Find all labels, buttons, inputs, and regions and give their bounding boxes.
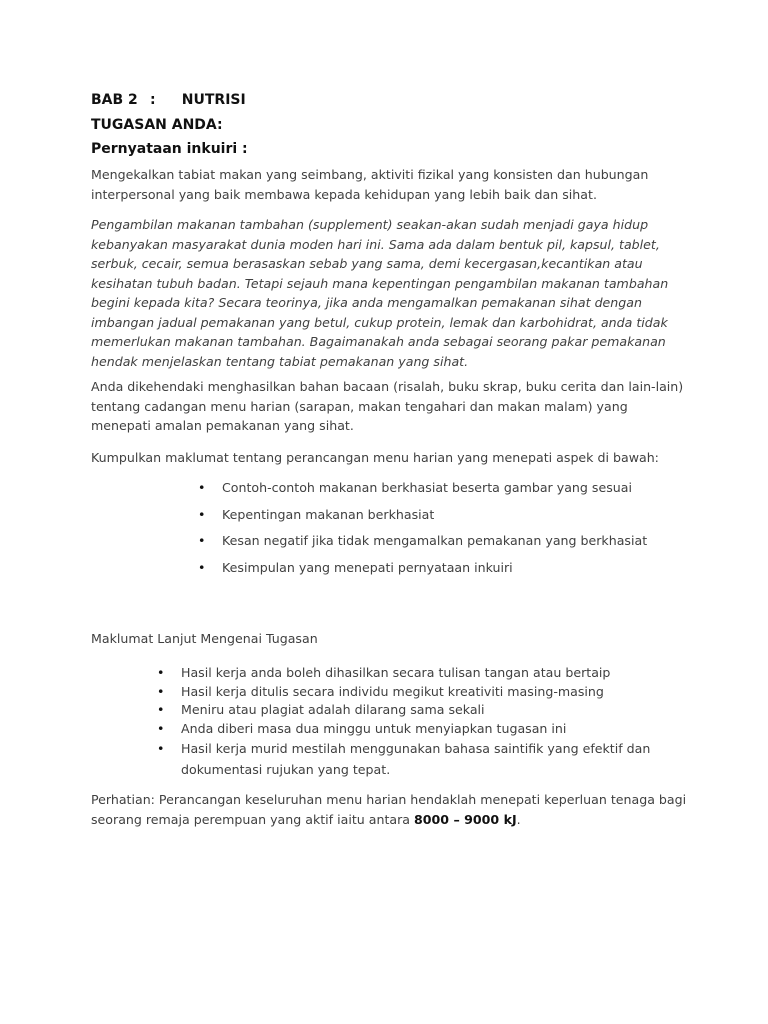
aspect-text: Kesimpulan yang menepati pernyataan inkuiri xyxy=(222,559,513,575)
aspect-text: Contoh-contoh makanan berkhasiat beserta gambar yang sesuai xyxy=(222,480,632,495)
list-item xyxy=(157,738,677,780)
detail-text: Hasil kerja murid mestilah menggunakan bahasa saintifik yang efektif dan dokumentasi rujukan yang tepat. xyxy=(181,741,651,777)
aspect-text: Kepentingan makanan berkhasiat xyxy=(222,506,435,522)
detail-text: Hasil kerja ditulis secara individu megikut kreativiti masing-masing xyxy=(181,683,604,699)
details-heading: Maklumat Lanjut Mengenai Tugasan xyxy=(91,631,318,646)
bullet-icon: • xyxy=(157,665,165,680)
list-item xyxy=(198,479,678,506)
bullet-icon: • xyxy=(198,559,206,575)
bullet-icon: • xyxy=(198,480,206,495)
collect-paragraph: Kumpulkan maklumat tentang perancangan menu harian yang menepati aspek di bawah: xyxy=(91,450,659,465)
aspects-list xyxy=(198,479,678,585)
aspect-text: Kesan negatif jika tidak mengamalkan pemakanan yang berkhasiat xyxy=(222,533,648,548)
detail-text: Meniru atau plagiat adalah dilarang sama sekali xyxy=(181,702,485,717)
task-title: TUGASAN ANDA: xyxy=(91,117,223,133)
bullet-icon: • xyxy=(157,720,165,736)
detail-text: Anda diberi masa dua minggu untuk menyiapkan tugasan ini xyxy=(181,720,567,736)
chapter-title xyxy=(91,92,246,108)
energy-range: 8000 – 9000 kJ xyxy=(414,811,517,827)
supplement-paragraph: Pengambilan makanan tambahan (supplement) seakan-akan sudah menjadi gaya hidup kebanyakan masyarakat dunia moden hari ini. Sama ada dalam bentuk pil, kapsul, tablet, serbuk, cecair, semua berasaskan sebab yang sama, demi kecergasan,kecantikan atau kesihatan tubuh badan. Tetapi sejauh mana kepentingan pengambilan makanan tambahan begini kepada kita? Secara teorinya, jika anda mengamalkan pemakanan sihat dengan imbangan jadual pemakanan yang betul, cukup protein, lemak dan karbohidrat, anda tidak memerlukan makanan tambahan. Bagaimanakah anda sebagai seorang pakar pemakanan hendak menjelaskan tentang tabiat pemakanan yang sihat. xyxy=(91,217,669,369)
chapter-name: NUTRISI xyxy=(181,92,246,108)
details-list xyxy=(157,664,677,780)
task-paragraph: Anda dikehendaki menghasilkan bahan bacaan (risalah, buku skrap, buku cerita dan lain-lain) tentang cadangan menu harian (sarapan, makan tengahari dan makan malam) yang menepati amalan pemakanan yang sihat. xyxy=(91,379,684,433)
chapter-separator: : xyxy=(149,92,156,108)
bullet-icon: • xyxy=(198,533,206,548)
list-item xyxy=(157,683,677,702)
list-item xyxy=(157,701,677,720)
intro-paragraph: Mengekalkan tabiat makan yang seimbang, aktiviti fizikal yang konsisten dan hubungan interpersonal yang baik membawa kepada kehidupan yang lebih baik dan sihat. xyxy=(91,167,649,202)
bullet-icon: • xyxy=(157,683,165,699)
detail-text: Hasil kerja anda boleh dihasilkan secara tulisan tangan atau bertaip xyxy=(181,665,611,680)
list-item xyxy=(198,559,678,586)
note-text: Perhatian: Perancangan keseluruhan menu harian hendaklah menepati keperluan tenaga bagi seorang remaja perempuan yang aktif iaitu antara xyxy=(91,792,687,827)
bullet-icon: • xyxy=(157,702,165,717)
list-item xyxy=(198,506,678,533)
list-item xyxy=(198,532,678,559)
bullet-icon: • xyxy=(198,506,206,522)
inquiry-statement-title: Pernyataan inkuiri : xyxy=(91,141,248,157)
note-end: . xyxy=(516,811,521,827)
bullet-icon: • xyxy=(157,741,165,756)
chapter-number: BAB 2 xyxy=(91,92,138,108)
list-item xyxy=(157,664,677,683)
note-paragraph xyxy=(91,790,691,829)
list-item xyxy=(157,720,677,739)
